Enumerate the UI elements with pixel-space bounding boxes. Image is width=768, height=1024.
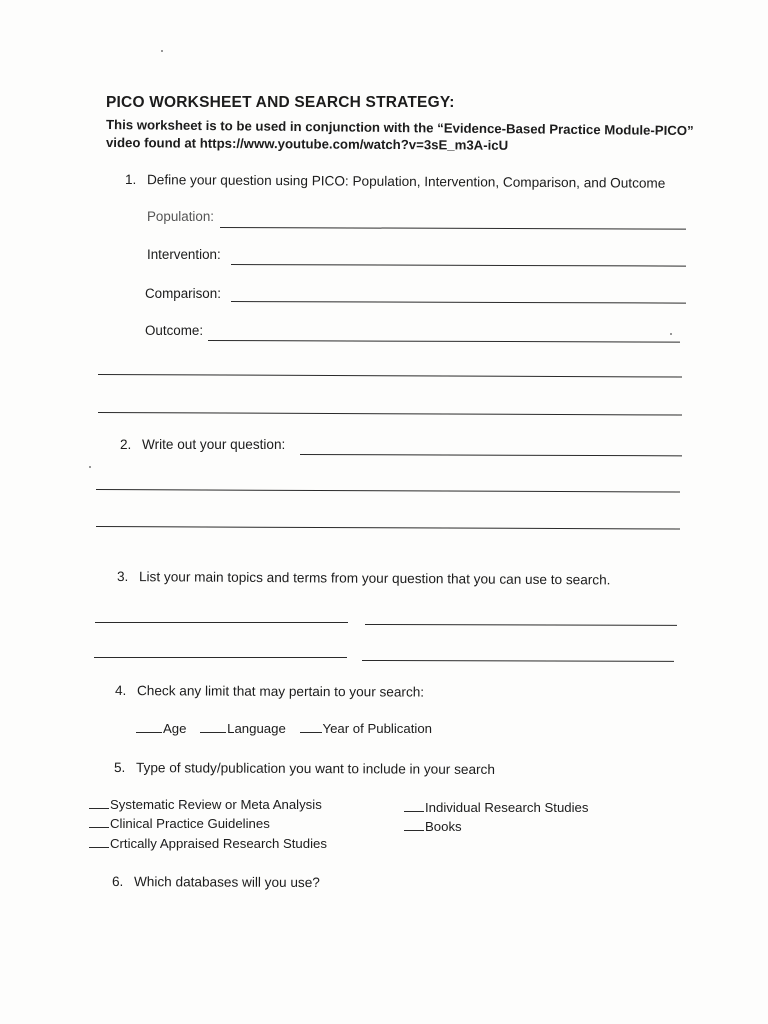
systematic-checkbox[interactable] <box>89 798 109 809</box>
question-6-text: Which databases will you use? <box>133 874 320 891</box>
question-4-number: 4. <box>114 683 127 699</box>
books-checkbox[interactable] <box>404 820 424 831</box>
scan-speck <box>161 50 163 52</box>
year-checkbox[interactable] <box>300 722 322 733</box>
option-clinical-guidelines <box>89 816 270 831</box>
question-4-text: Check any limit that may pertain to your search: <box>136 683 425 700</box>
question-2 <box>120 437 285 452</box>
question-5-number: 5. <box>113 760 126 776</box>
question-answer-line[interactable] <box>300 454 682 456</box>
term-line[interactable] <box>94 657 347 658</box>
guidelines-checkbox[interactable] <box>89 817 109 828</box>
term-line[interactable] <box>362 660 674 662</box>
option-systematic-review <box>89 797 322 812</box>
appraised-label: Crtically Appraised Research Studies <box>110 836 327 851</box>
question-1-text: Define your question using PICO: Population, Intervention, Comparison, and Outcome <box>146 172 666 191</box>
population-label: Population: <box>147 209 215 224</box>
limit-options <box>136 721 432 736</box>
systematic-label: Systematic Review or Meta Analysis <box>110 797 322 812</box>
age-label: Age <box>163 721 187 736</box>
option-individual-studies <box>404 800 588 815</box>
comparison-answer-line[interactable] <box>231 301 686 304</box>
scan-speck <box>670 333 672 335</box>
language-label: Language <box>227 721 286 736</box>
intro-line-1: This worksheet is to be used in conjunction with the “Evidence-Based Practice Module-PICO” <box>105 117 694 139</box>
question-3 <box>117 569 611 587</box>
question-3-number: 3. <box>116 569 129 585</box>
age-checkbox[interactable] <box>136 722 162 733</box>
outcome-label: Outcome: <box>145 323 204 338</box>
worksheet-title: PICO WORKSHEET AND SEARCH STRATEGY: <box>106 94 455 111</box>
question-5 <box>114 760 495 777</box>
year-label: Year of Publication <box>322 721 432 736</box>
books-label: Books <box>425 819 462 834</box>
individual-label: Individual Research Studies <box>425 800 589 815</box>
appraised-checkbox[interactable] <box>89 837 109 848</box>
question-1 <box>125 172 665 191</box>
guidelines-label: Clinical Practice Guidelines <box>110 816 270 831</box>
scan-speck <box>89 466 91 468</box>
intervention-label: Intervention: <box>147 247 221 262</box>
question-6 <box>112 874 320 890</box>
question-2-text: Write out your question: <box>142 437 286 452</box>
language-checkbox[interactable] <box>200 722 226 733</box>
option-appraised-studies <box>89 836 327 851</box>
term-line[interactable] <box>95 622 348 623</box>
question-5-text: Type of study/publication you want to include in your search <box>135 760 495 777</box>
question-1-number: 1. <box>124 172 137 188</box>
intervention-answer-line[interactable] <box>231 264 686 267</box>
individual-checkbox[interactable] <box>404 801 424 812</box>
question-6-number: 6. <box>111 874 124 890</box>
question-2-number: 2. <box>120 437 132 452</box>
outcome-answer-line[interactable] <box>208 340 680 343</box>
term-line[interactable] <box>365 624 677 626</box>
answer-line[interactable] <box>98 412 682 416</box>
population-answer-line[interactable] <box>220 227 686 230</box>
answer-line[interactable] <box>96 526 680 530</box>
question-3-text: List your main topics and terms from your question that you can use to search. <box>138 569 611 588</box>
question-4 <box>115 683 424 700</box>
answer-line[interactable] <box>96 489 680 493</box>
intro-line-2: video found at https://www.youtube.com/watch?v=3sE_m3A-icU <box>105 135 509 153</box>
answer-line[interactable] <box>98 374 682 378</box>
comparison-label: Comparison: <box>145 286 221 301</box>
option-books <box>404 819 462 834</box>
